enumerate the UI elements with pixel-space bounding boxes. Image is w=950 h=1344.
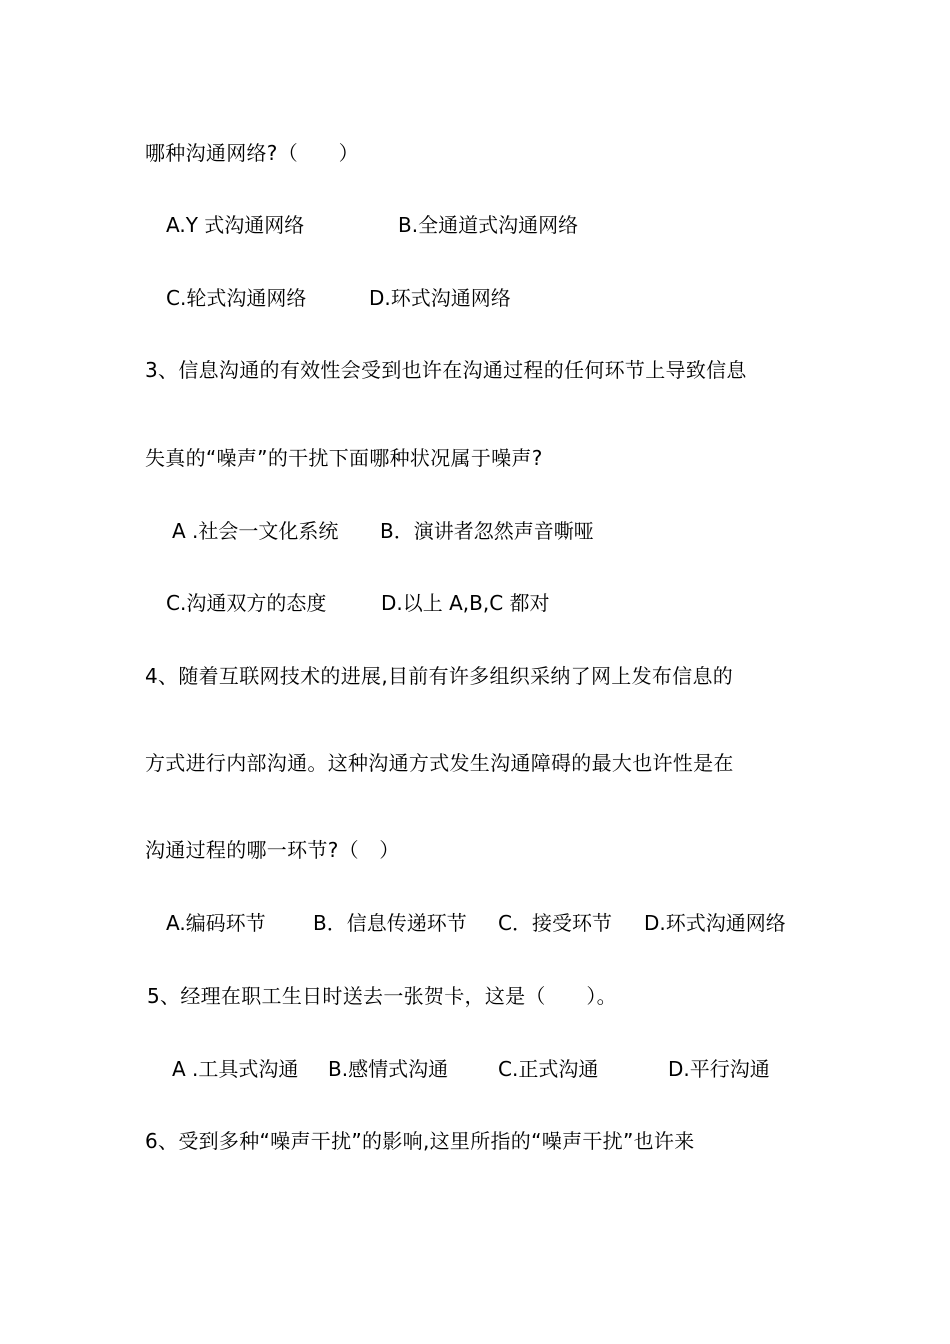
q5-option-b: B.感情式沟通 [328, 1057, 449, 1081]
question-3-line-1: 3、信息沟通的有效性会受到也许在沟通过程的任何环节上导致信息 [145, 358, 747, 382]
q2-option-d: D.环式沟通网络 [369, 286, 511, 310]
q4-option-b: B．信息传递环节 [313, 911, 467, 935]
q5-option-c: C.正式沟通 [498, 1057, 599, 1081]
question-4-line-1: 4、随着互联网技术的进展,目前有许多组织采纳了网上发布信息的 [145, 664, 734, 688]
q3-option-c: C.沟通双方的态度 [166, 591, 327, 615]
q3-option-b: B．演讲者忽然声音嘶哑 [380, 519, 594, 543]
q4-option-d: D.环式沟通网络 [644, 911, 786, 935]
q2-option-a: A.Y 式沟通网络 [166, 213, 305, 237]
q4-option-c: C．接受环节 [498, 911, 612, 935]
question-2-stem-end: 哪种沟通网络?（ ） [145, 141, 359, 165]
q2-option-c: C.轮式沟通网络 [166, 286, 307, 310]
question-5-line-1: 5、经理在职工生日时送去一张贺卡，这是（ ）。 [147, 984, 617, 1008]
q3-option-a: A .社会一文化系统 [172, 519, 339, 543]
question-4-line-3: 沟通过程的哪一环节?（ ） [145, 838, 400, 862]
q5-option-d: D.平行沟通 [668, 1057, 770, 1081]
question-4-line-2: 方式进行内部沟通。这种沟通方式发生沟通障碍的最大也许性是在 [145, 751, 734, 775]
q2-option-b: B.全通道式沟通网络 [398, 213, 579, 237]
q5-option-a: A .工具式沟通 [172, 1057, 299, 1081]
q4-option-a: A.编码环节 [166, 911, 266, 935]
q3-option-d: D.以上 A,B,C 都对 [381, 591, 550, 615]
question-6-line-1: 6、受到多种“噪声干扰”的影响,这里所指的“噪声干扰”也许来 [145, 1129, 695, 1153]
question-3-line-2: 失真的“噪声”的干扰下面哪种状况属于噪声? [145, 446, 543, 470]
